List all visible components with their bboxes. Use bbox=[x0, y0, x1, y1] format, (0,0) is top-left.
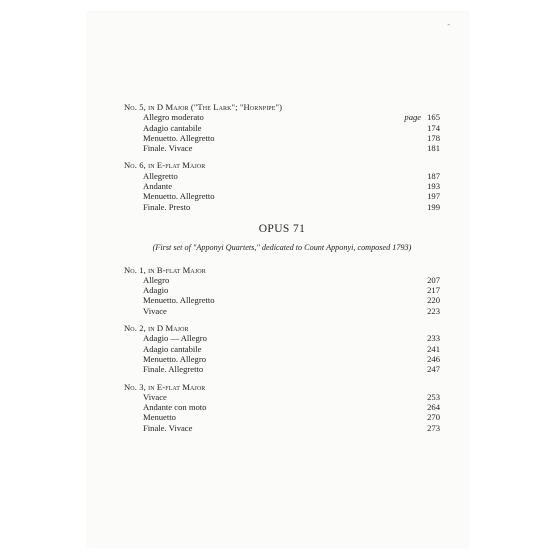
section-gap bbox=[124, 316, 440, 323]
movement-entry bbox=[124, 333, 440, 343]
movement-entry bbox=[124, 412, 440, 422]
movement-title: Allegro bbox=[143, 274, 170, 285]
toc-top-sections bbox=[124, 102, 440, 212]
movement-entry bbox=[124, 133, 440, 143]
page-number: 241 bbox=[427, 343, 440, 354]
page-number: 220 bbox=[427, 295, 440, 306]
movement-entry bbox=[124, 123, 440, 133]
movement-title: Adagio — Allegro bbox=[143, 333, 207, 344]
movement-title: Menuetto. Allegro bbox=[143, 353, 207, 364]
page-number-cell bbox=[427, 202, 440, 212]
movement-entry bbox=[124, 392, 440, 402]
page-number: 181 bbox=[427, 143, 440, 154]
quartet-heading: No. 3, in E-flat Major bbox=[124, 381, 206, 392]
movement-entry bbox=[124, 112, 440, 122]
movement-title: Menuetto. Allegretto bbox=[143, 191, 215, 202]
page-number: 187 bbox=[427, 170, 440, 181]
page-number: 193 bbox=[427, 181, 440, 192]
quartet-heading: No. 6, in E-flat Major bbox=[124, 160, 206, 171]
movement-entry bbox=[124, 306, 440, 316]
page-number-cell bbox=[427, 402, 440, 412]
page-prefix: page bbox=[404, 112, 422, 123]
document-page bbox=[88, 12, 468, 547]
page-number-cell bbox=[427, 285, 440, 295]
page-number: 197 bbox=[427, 191, 440, 202]
movement-entry bbox=[124, 364, 440, 374]
movement-title: Menuetto. Allegretto bbox=[143, 295, 215, 306]
page-number-cell bbox=[427, 344, 440, 354]
movement-title: Vivace bbox=[143, 391, 167, 402]
page-number-cell bbox=[427, 143, 440, 153]
movement-title: Finale. Presto bbox=[143, 201, 191, 212]
page-number: 273 bbox=[427, 422, 440, 433]
page-number: 165 bbox=[427, 112, 440, 123]
movement-entry bbox=[124, 275, 440, 285]
movement-title: Adagio bbox=[143, 285, 169, 296]
opus-title: OPUS 71 bbox=[258, 222, 306, 235]
movement-entry bbox=[124, 354, 440, 364]
movement-entry bbox=[124, 295, 440, 305]
page-number: 264 bbox=[427, 402, 440, 413]
movement-title: Allegretto bbox=[143, 170, 178, 181]
movement-title: Andante con moto bbox=[143, 402, 207, 413]
opus-note: (First set of "Apponyi Quartets," dedicated to Count Apponyi, composed 1793) bbox=[152, 243, 412, 253]
movement-entry bbox=[124, 181, 440, 191]
movement-title: Andante bbox=[143, 181, 173, 192]
movement-title: Finale. Allegretto bbox=[143, 364, 204, 375]
movement-entry bbox=[124, 171, 440, 181]
corner-mark: - bbox=[447, 20, 450, 29]
movement-entry bbox=[124, 344, 440, 354]
toc-bottom-sections bbox=[124, 265, 440, 433]
page-number: 247 bbox=[427, 364, 440, 375]
movement-title: Menuetto. Allegretto bbox=[143, 132, 215, 143]
page-number-cell bbox=[427, 275, 440, 285]
page-number-cell bbox=[427, 306, 440, 316]
page-number-cell bbox=[427, 181, 440, 191]
section-gap bbox=[124, 375, 440, 382]
quartet-heading: No. 2, in D Major bbox=[124, 323, 189, 334]
page-number-cell bbox=[427, 354, 440, 364]
movement-entry bbox=[124, 143, 440, 153]
page-number: 223 bbox=[427, 305, 440, 316]
page-number-cell bbox=[427, 392, 440, 402]
page-number: 207 bbox=[427, 274, 440, 285]
movement-title: Adagio cantabile bbox=[143, 343, 202, 354]
page-number: 217 bbox=[427, 285, 440, 296]
page-number-cell bbox=[427, 364, 440, 374]
section-gap bbox=[124, 153, 440, 160]
page-number-cell bbox=[427, 123, 440, 133]
movement-entry bbox=[124, 402, 440, 412]
movement-title: Adagio cantabile bbox=[143, 122, 202, 133]
movement-title: Allegro moderato bbox=[143, 112, 204, 123]
page-number: 253 bbox=[427, 391, 440, 402]
page-number: 233 bbox=[427, 333, 440, 344]
movement-title: Finale. Vivace bbox=[143, 143, 193, 154]
movement-title: Finale. Vivace bbox=[143, 422, 193, 433]
movement-title: Vivace bbox=[143, 305, 167, 316]
page-number: 199 bbox=[427, 201, 440, 212]
page-number-cell bbox=[427, 191, 440, 201]
page-number: 174 bbox=[427, 122, 440, 133]
quartet-heading: No. 1, in B-flat Major bbox=[124, 264, 206, 275]
page-number-cell bbox=[427, 133, 440, 143]
quartet-heading: No. 5, in D Major ("The Lark"; "Hornpipe") bbox=[124, 102, 283, 112]
page-number: 270 bbox=[427, 412, 440, 423]
movement-entry bbox=[124, 202, 440, 212]
page-number-cell bbox=[427, 423, 440, 433]
page-number: 178 bbox=[427, 132, 440, 143]
movement-entry bbox=[124, 191, 440, 201]
movement-title: Menuetto bbox=[143, 412, 176, 423]
page-number: 246 bbox=[427, 353, 440, 364]
page-number-cell bbox=[427, 412, 440, 422]
page-number-cell bbox=[427, 295, 440, 305]
page-number-cell bbox=[427, 333, 440, 343]
movement-entry bbox=[124, 423, 440, 433]
page-number-cell bbox=[404, 112, 440, 122]
movement-entry bbox=[124, 285, 440, 295]
table-of-contents bbox=[124, 102, 440, 433]
page-number-cell bbox=[427, 171, 440, 181]
